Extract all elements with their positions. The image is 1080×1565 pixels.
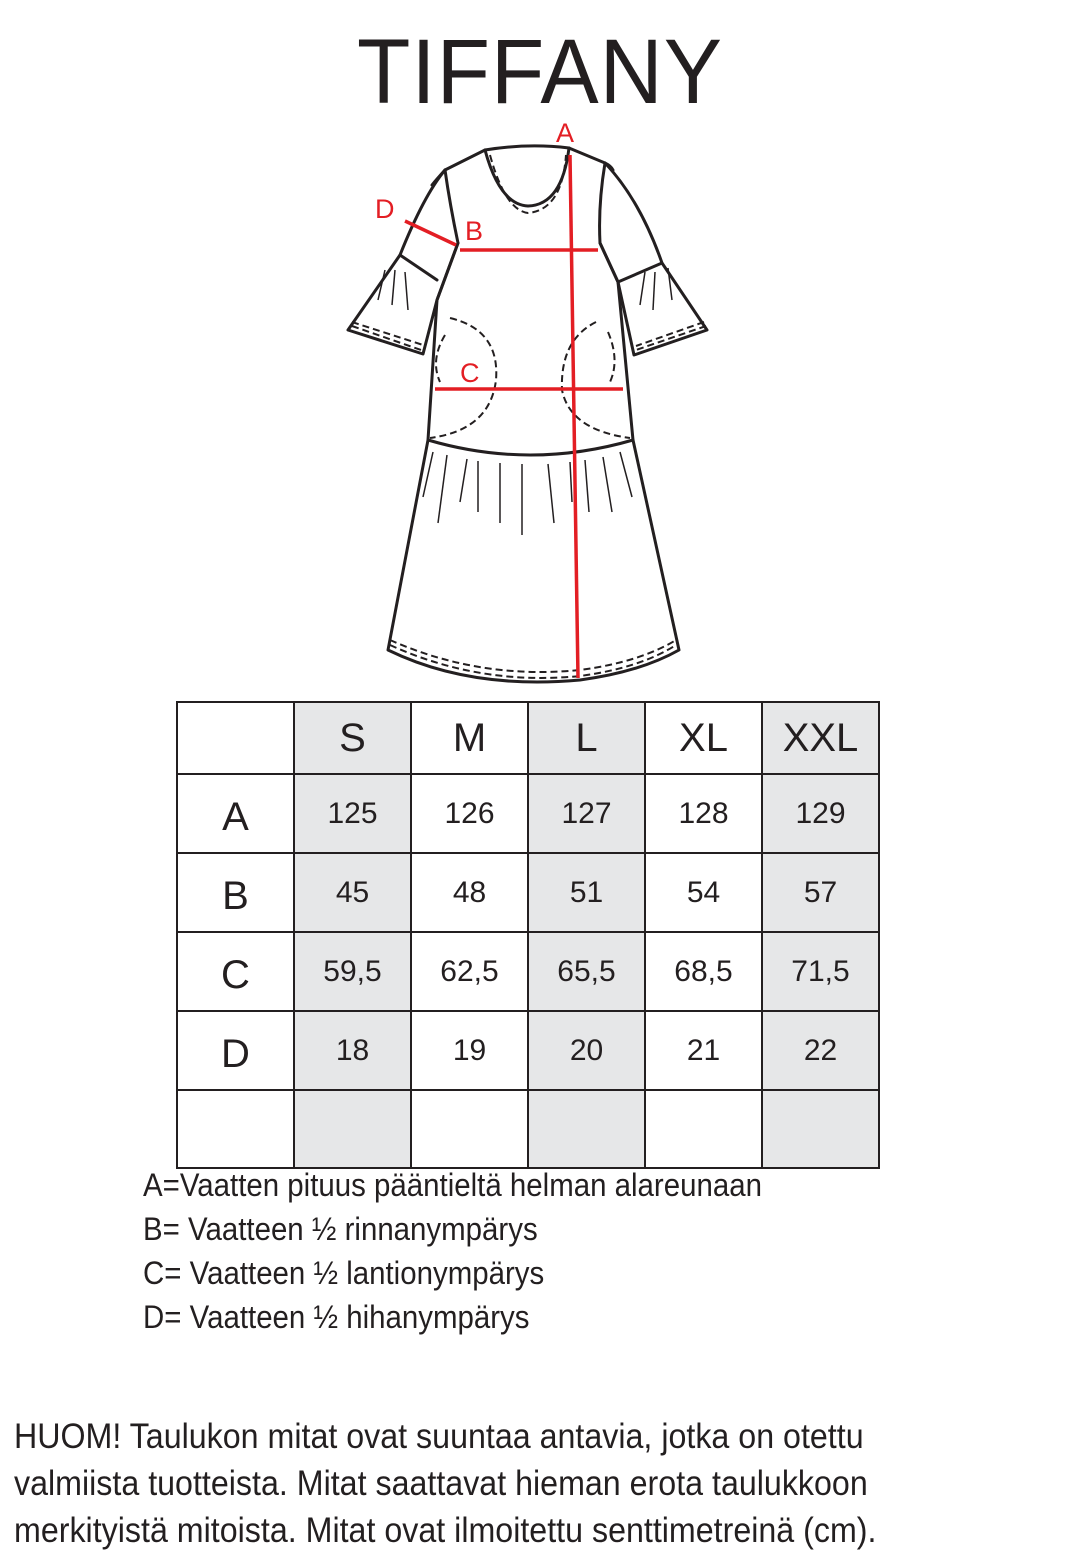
header-cell-blank (177, 702, 294, 774)
table-cell: 59,5 (294, 932, 411, 1011)
table-cell (762, 1090, 879, 1168)
header-cell-s: S (294, 702, 411, 774)
table-cell (645, 1090, 762, 1168)
table-header-row (177, 702, 879, 774)
table-cell: 62,5 (411, 932, 528, 1011)
table-cell: 54 (645, 853, 762, 932)
measurement-legend (143, 1163, 762, 1339)
header-cell-l: L (528, 702, 645, 774)
row-label: B (177, 853, 294, 932)
label-d: D (375, 194, 395, 224)
legend-item-c: C= Vaatteen ½ lantionympärys (143, 1255, 545, 1291)
table-cell: 21 (645, 1011, 762, 1090)
label-a: A (556, 118, 575, 148)
note-line: HUOM! Taulukon mitat ovat suuntaa antavia, jotka on otettu (14, 1417, 864, 1456)
legend-item-b: B= Vaatteen ½ rinnanympärys (143, 1211, 538, 1247)
table-cell: 18 (294, 1011, 411, 1090)
table-cell: 128 (645, 774, 762, 853)
measurement-lines (405, 155, 623, 678)
page-title: TIFFANY (357, 21, 723, 123)
table-row (177, 932, 879, 1011)
table-cell (294, 1090, 411, 1168)
table-cell: 68,5 (645, 932, 762, 1011)
table-cell: 48 (411, 853, 528, 932)
table-cell: 65,5 (528, 932, 645, 1011)
table-cell: 129 (762, 774, 879, 853)
dress-measurement-diagram (340, 110, 740, 690)
table-cell (177, 1090, 294, 1168)
stitch-lines (352, 155, 706, 678)
table-row (177, 853, 879, 932)
table-cell: 45 (294, 853, 411, 932)
table-cell: 127 (528, 774, 645, 853)
table-cell (528, 1090, 645, 1168)
table-cell (411, 1090, 528, 1168)
header-cell-xxl: XXL (762, 702, 879, 774)
note-line: merkityistä mitoista. Mitat ovat ilmoitettu senttimetreinä (cm). (14, 1511, 877, 1550)
disclaimer-note (14, 1413, 1063, 1554)
label-c: C (460, 358, 480, 388)
note-line: valmiista tuotteista. Mitat saattavat hieman erota taulukkoon (14, 1464, 868, 1503)
table-row (177, 1011, 879, 1090)
header-cell-xl: XL (645, 702, 762, 774)
table-row-empty (177, 1090, 879, 1168)
table-cell: 125 (294, 774, 411, 853)
row-label: A (177, 774, 294, 853)
table-cell: 71,5 (762, 932, 879, 1011)
row-label: C (177, 932, 294, 1011)
label-b: B (465, 216, 484, 246)
table-cell: 126 (411, 774, 528, 853)
legend-item-d: D= Vaatteen ½ hihanympärys (143, 1299, 530, 1335)
table-cell: 20 (528, 1011, 645, 1090)
table-cell: 51 (528, 853, 645, 932)
table-cell: 19 (411, 1011, 528, 1090)
table-cell: 57 (762, 853, 879, 932)
header-cell-m: M (411, 702, 528, 774)
dress-outline (348, 146, 707, 682)
size-table (176, 701, 880, 1169)
table-cell: 22 (762, 1011, 879, 1090)
table-row (177, 774, 879, 853)
row-label: D (177, 1011, 294, 1090)
legend-item-a: A=Vaatten pituus pääntieltä helman alareunaan (143, 1167, 762, 1203)
